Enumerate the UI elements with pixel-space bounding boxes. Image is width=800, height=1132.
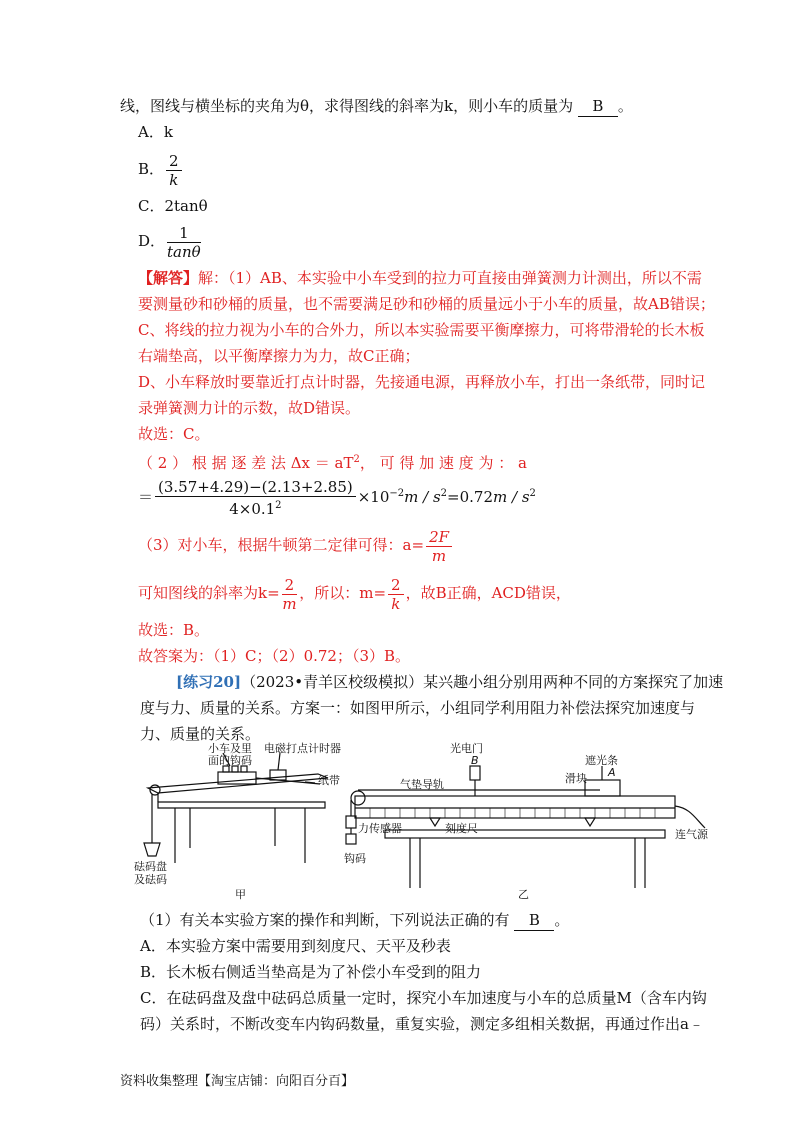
yi-a-label: A <box>608 766 616 779</box>
equation-result: =0.72 <box>447 488 493 506</box>
yi-slider <box>585 780 620 796</box>
solution-final-answer: 故答案为：（1）C；（2）0.72；（3）B。 <box>138 647 411 665</box>
part-3-denominator: m <box>431 546 447 565</box>
jia-timer-label: 电磁打点计时器 <box>264 742 341 755</box>
jia-timer <box>270 770 286 780</box>
option-c <box>138 196 208 216</box>
jia-tabletop <box>158 802 325 808</box>
option-a-label: A． <box>138 123 164 141</box>
yi-pulley <box>351 791 365 805</box>
solution-part-2 <box>138 450 680 473</box>
solution-choose-1: 故选：C。 <box>138 425 210 443</box>
solution-part-3 <box>138 526 454 565</box>
option-a <box>138 122 173 142</box>
solution-line-6: 录弹簧测力计的示数，故D错误。 <box>138 399 361 417</box>
solution-text-1: 解：（1）AB、本实验中小车受到的拉力可直接由弹簧测力计测出，所以不需 <box>198 269 702 287</box>
yi-slider-label: 滑块 <box>565 772 587 785</box>
jia-weight-label: 砝码盘 <box>134 860 167 873</box>
question-1-option-b: B．长木板右侧适当垫高是为了补偿小车受到的阻力 <box>140 963 482 981</box>
option-d <box>138 222 203 261</box>
part-2-sup: 2 <box>353 454 360 465</box>
equation-unit-1-sup: 2 <box>440 488 448 499</box>
yi-air-track <box>355 796 675 818</box>
solution-line-5: D、小车释放时要靠近打点计时器，先接通电源，再释放小车，打出一条纸带，同时记 <box>138 373 706 391</box>
question-1-answer-blank: B <box>514 910 554 931</box>
equation-numerator: (3.57+4.29)−(2.13+2.85) <box>155 478 356 497</box>
practice-line-1 <box>176 672 723 692</box>
equation-denominator-sup: 2 <box>275 500 282 511</box>
jia-tape-label: 纸带 <box>318 774 340 787</box>
option-b-denominator: k <box>169 170 179 189</box>
jia-cart-label-2: 面的钩码 <box>208 754 252 767</box>
question-intro-end: 。 <box>617 97 633 115</box>
equation-unit-1: m / s <box>404 488 441 506</box>
question-1-option-c-line-2: 码）关系时，不断改变车内钩码数量，重复实验，测定多组相关数据，再通过作出a﹣ <box>140 1015 704 1033</box>
solution-line-4: 右端垫高，以平衡摩擦力为力，故C正确； <box>138 347 420 365</box>
part-4-frac2-den: k <box>391 594 401 613</box>
solution-line-3: C、将线的拉力视为小车的合外力，所以本实验需要平衡摩擦力，可将带滑轮的长木板 <box>138 321 705 339</box>
option-b-numerator: 2 <box>166 152 182 171</box>
part-4-text-c: ，故B正确，ACD错误， <box>405 584 571 602</box>
part-4-frac1-num: 2 <box>282 576 298 595</box>
yi-gate-label: 光电门 <box>450 742 483 755</box>
part-3-numerator: 2F <box>426 528 452 547</box>
jia-weight-label-2: 及砝码 <box>134 873 167 886</box>
question-intro-text: 线，图线与横坐标的夹角为θ，求得图线的斜率为k，则小车的质量为 <box>120 97 574 115</box>
question-1-text: （1）有关本实验方案的操作和判断，下列说法正确的有 <box>140 911 510 929</box>
solution-line-2: 要测量砂和砂桶的质量，也不需要满足砂和砂桶的质量远小于小车的质量，故AB错误； <box>138 295 715 313</box>
jia-caption: 甲 <box>235 888 246 901</box>
part-4-frac2-num: 2 <box>388 576 404 595</box>
equation-prefix: ＝ <box>138 488 154 506</box>
yi-hook-label: 钩码 <box>344 852 366 865</box>
equation-unit-2: m / s <box>493 488 530 506</box>
part-4-text-a: 可知图线的斜率为k= <box>138 584 280 602</box>
practice-text-1: （2023•青羊区校级模拟）某兴趣小组分别用两种不同的方案探究了加速 <box>241 673 724 691</box>
solution-choose-2: 故选：B。 <box>138 621 210 639</box>
jia-timer-pointer <box>278 753 280 770</box>
option-d-label: D． <box>138 232 166 250</box>
equation-denominator: 4×0.1 <box>229 500 276 518</box>
part-2-text: （ 2 ） 根 据 逐 差 法 Δx ＝ aT <box>138 454 354 472</box>
practice-line-3: 力、质量的关系。 <box>140 725 261 743</box>
yi-support-2 <box>585 818 595 826</box>
solution-heading: 【解答】 <box>138 269 199 287</box>
equation-acceleration <box>138 474 536 518</box>
option-b-label: B． <box>138 160 165 178</box>
answer-blank: B <box>578 96 618 117</box>
yi-support-1 <box>430 818 440 826</box>
equation-mid-sup: −2 <box>389 488 405 499</box>
option-c-label: C． <box>138 197 165 215</box>
option-d-denominator: tanθ <box>167 242 201 261</box>
yi-track-label: 气垫导轨 <box>400 778 444 791</box>
part-2-tail: ， 可 得 加 速 度 为 ： a <box>359 454 527 472</box>
jia-weight-pan <box>144 843 160 856</box>
question-1-option-a: A．本实验方案中需要用到刻度尺、天平及秒表 <box>140 937 451 955</box>
question-1-option-c-line-1: C．在砝码盘及盘中砝码总质量一定时，探究小车加速度与小车的总质量M（含车内钩 <box>140 989 707 1007</box>
yi-sensor-label: 力传感器 <box>358 822 402 835</box>
practice-line-2: 度与力、质量的关系。方案一：如图甲所示，小组同学利用阻力补偿法探究加速度与 <box>140 699 696 717</box>
part-4-frac1-den: m <box>282 594 297 613</box>
page-footer: 资料收集整理【淘宝店铺：向阳百分百】 <box>120 1074 355 1089</box>
part-4-text-b: ，所以：m= <box>299 584 387 602</box>
yi-caption: 乙 <box>518 888 529 901</box>
yi-ruler-label: 刻度尺 <box>445 822 478 835</box>
experiment-figure <box>130 738 710 904</box>
yi-air-hose <box>675 806 705 828</box>
question-intro <box>120 96 633 117</box>
jia-cart-label: 小车及里 <box>208 742 252 755</box>
option-d-numerator: 1 <box>167 224 201 243</box>
solution-part-4 <box>138 574 571 613</box>
yi-shade-label: 遮光条 <box>585 754 618 767</box>
yi-gate-b: B <box>471 754 479 767</box>
yi-photogate <box>470 766 480 780</box>
part-3-text: （3）对小车，根据牛顿第二定律可得：a= <box>138 536 425 554</box>
yi-ruler-ticks <box>370 808 655 818</box>
question-1-end: 。 <box>554 911 570 929</box>
equation-mid: ×10 <box>357 488 390 506</box>
yi-hook-weight <box>346 834 356 844</box>
option-c-text: 2tanθ <box>164 197 208 215</box>
yi-air-label: 连气源 <box>675 828 708 841</box>
practice-tag: [练习20] <box>176 673 242 691</box>
solution-line-1 <box>138 268 702 288</box>
question-1 <box>140 910 569 931</box>
yi-table-top <box>385 830 665 838</box>
equation-unit-2-sup: 2 <box>529 488 536 499</box>
option-b <box>138 150 184 189</box>
option-a-text: k <box>163 123 173 141</box>
